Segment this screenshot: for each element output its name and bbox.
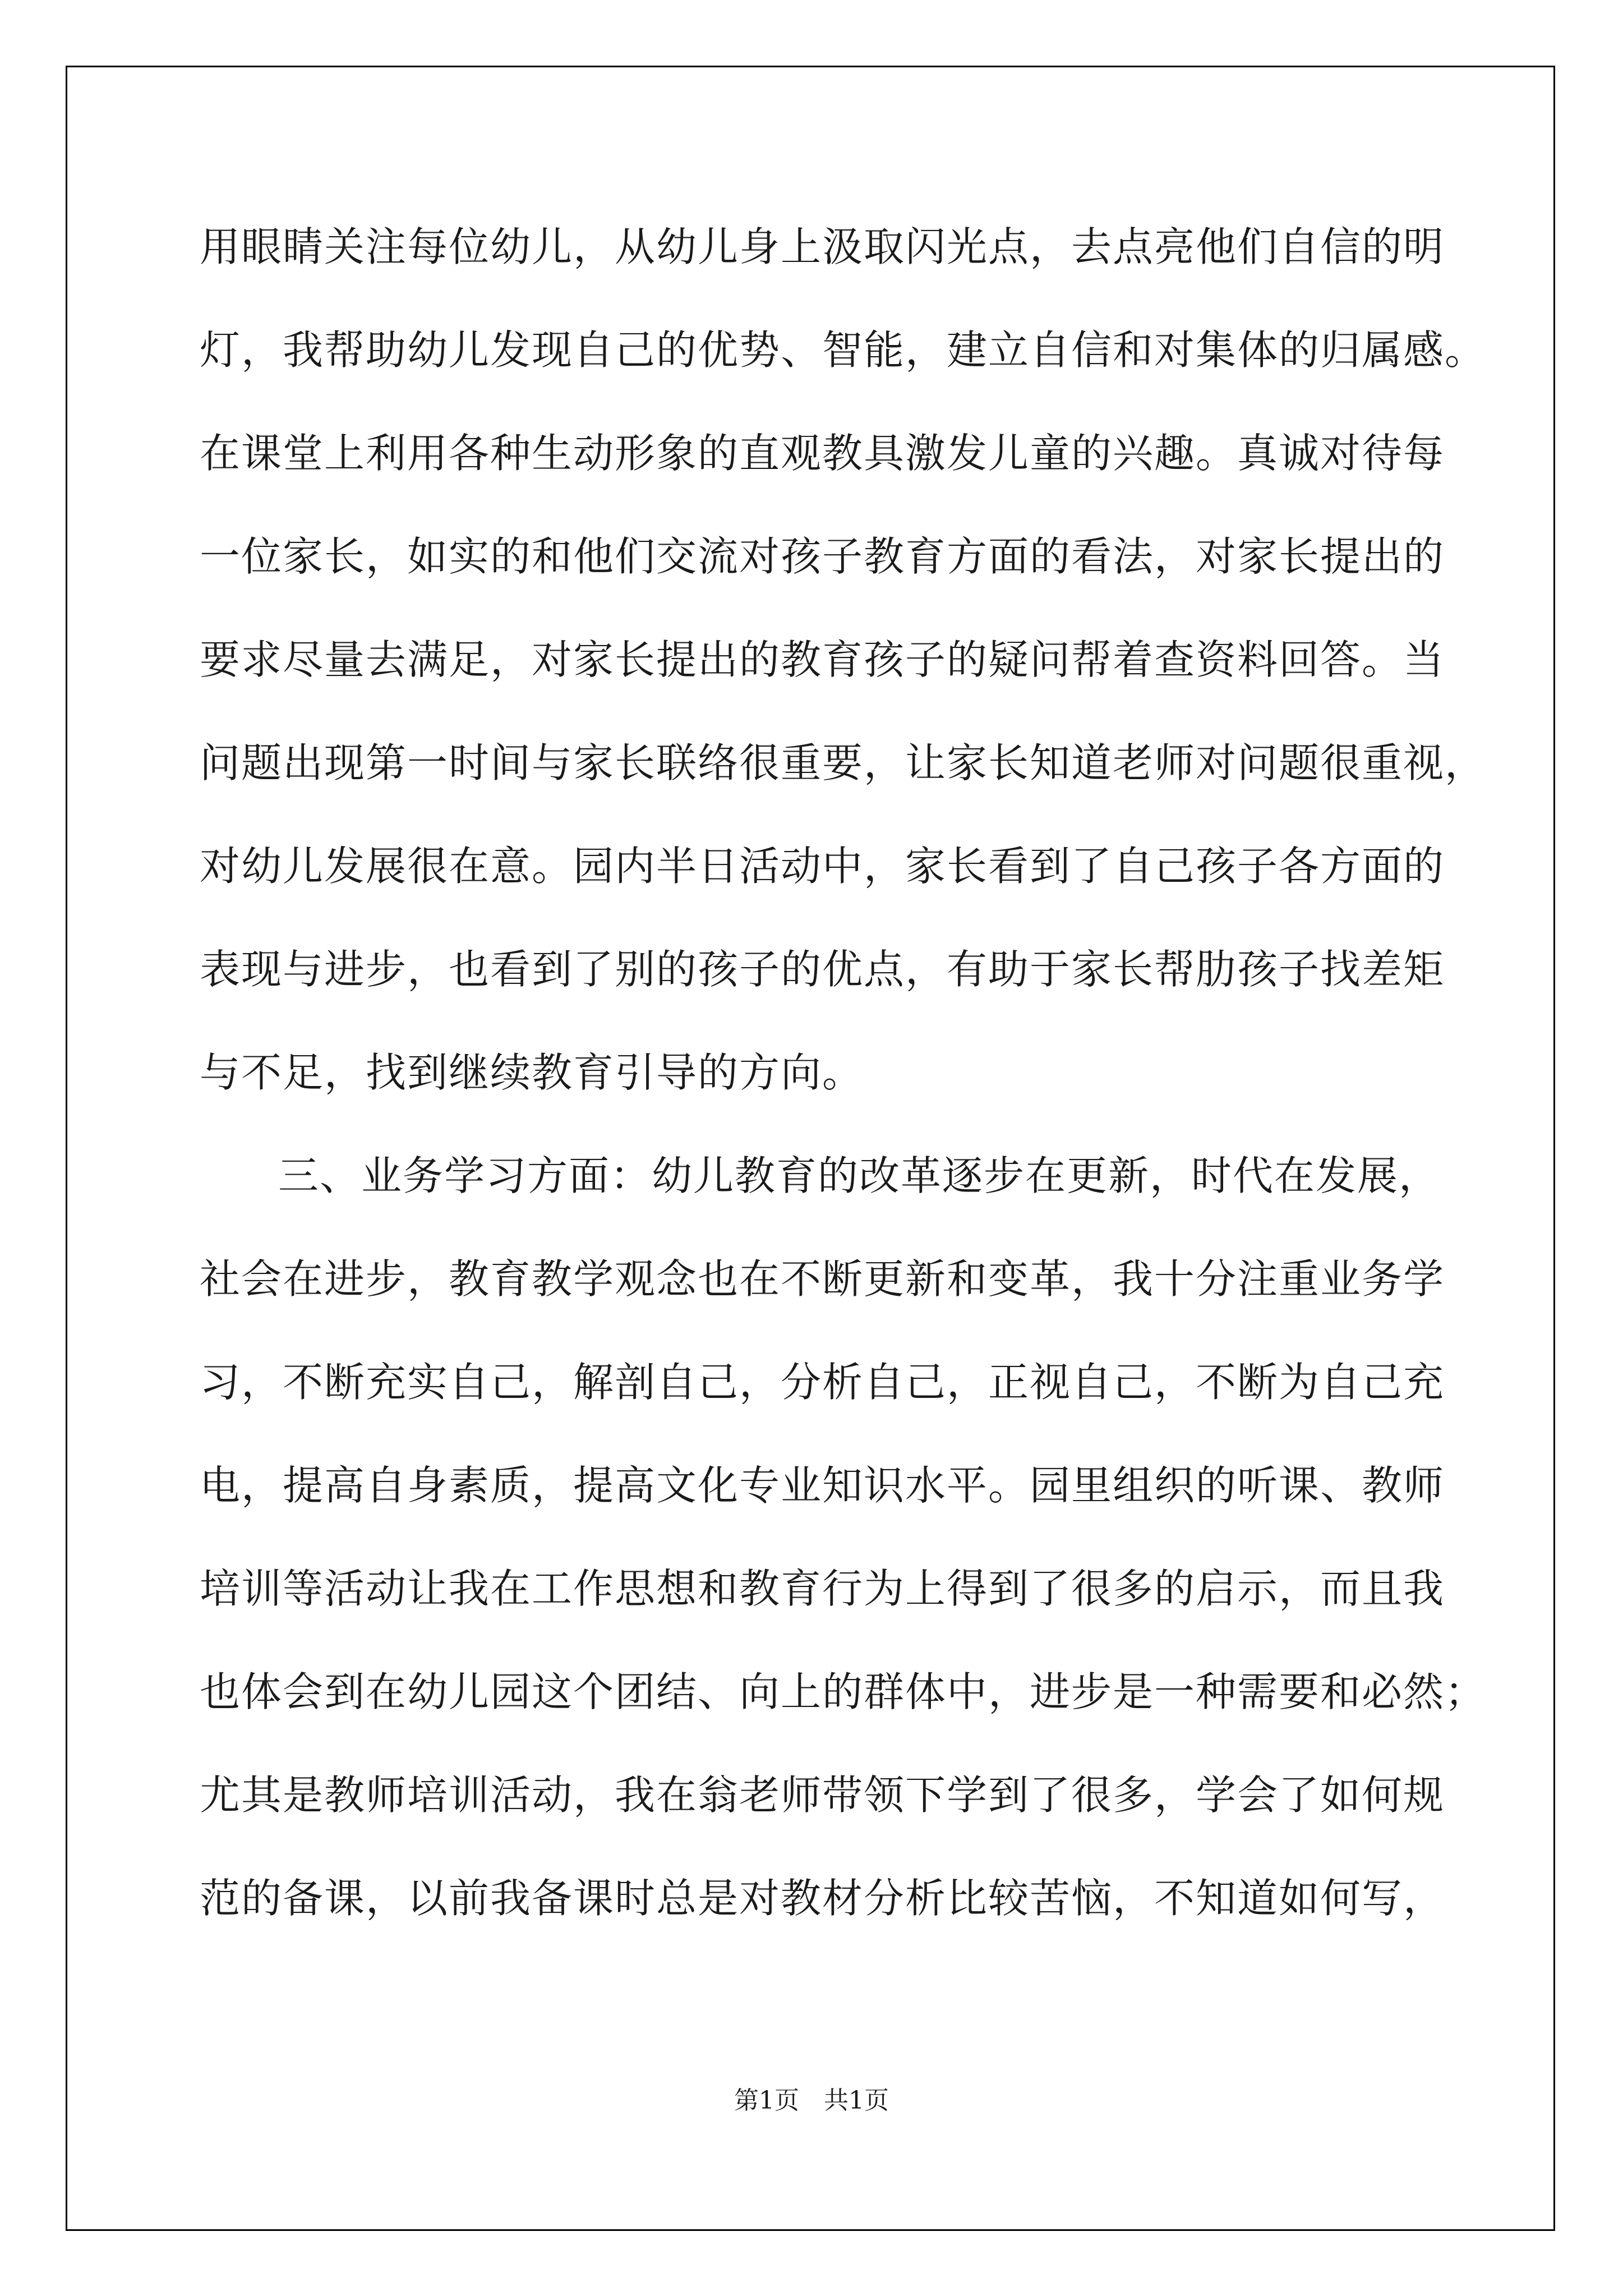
page-footer: 第1页 共1页 xyxy=(734,2086,889,2115)
body-line-2: 灯，我帮助幼儿发现自己的优势、智能，建立自信和对集体的归属感。 xyxy=(200,326,1487,374)
body-line-13: 电，提高自身素质，提高文化专业知识水平。园里组织的听课、教师 xyxy=(200,1462,1445,1509)
body-line-15: 也体会到在幼儿园这个团结、向上的群体中，进步是一种需要和必然； xyxy=(200,1668,1487,1715)
body-line-6: 问题出现第一时间与家长联络很重要，让家长知道老师对问题很重视， xyxy=(200,739,1487,786)
body-line-12: 习，不断充实自己，解剖自己，分析自己，正视自己，不断为自己充 xyxy=(200,1359,1445,1406)
body-line-8: 表现与进步，也看到了别的孩子的优点，有助于家长帮肋孩子找差矩 xyxy=(200,946,1445,993)
body-line-9: 与不足，找到继续教育引导的方向。 xyxy=(200,1049,864,1096)
body-line-5: 要求尽量去满足，对家长提出的教育孩子的疑问帮着查资料回答。当 xyxy=(200,636,1445,683)
body-line-7: 对幼儿发展很在意。园内半日活动中，家长看到了自己孩子各方面的 xyxy=(200,843,1445,890)
body-line-4: 一位家长，如实的和他们交流对孩子教育方面的看法，对家长提出的 xyxy=(200,533,1445,580)
body-line-1: 用眼睛关注每位幼儿，从幼儿身上汲取闪光点，去点亮他们自信的明 xyxy=(200,223,1445,270)
body-line-14: 培训等活动让我在工作思想和教育行为上得到了很多的启示，而且我 xyxy=(200,1565,1445,1612)
body-line-3: 在课堂上利用各种生动形象的直观教具激发儿童的兴趣。真诚对待每 xyxy=(200,430,1445,477)
body-line-10: 三、业务学习方面：幼儿教育的改革逐步在更新，时代在发展， xyxy=(278,1152,1441,1199)
body-line-17: 范的备课，以前我备课时总是对教材分析比较苦恼，不知道如何写， xyxy=(200,1875,1445,1922)
body-line-16: 尤其是教师培训活动，我在翁老师带领下学到了很多，学会了如何规 xyxy=(200,1772,1445,1819)
body-line-11: 社会在进步，教育教学观念也在不断更新和变革，我十分注重业务学 xyxy=(200,1255,1445,1303)
